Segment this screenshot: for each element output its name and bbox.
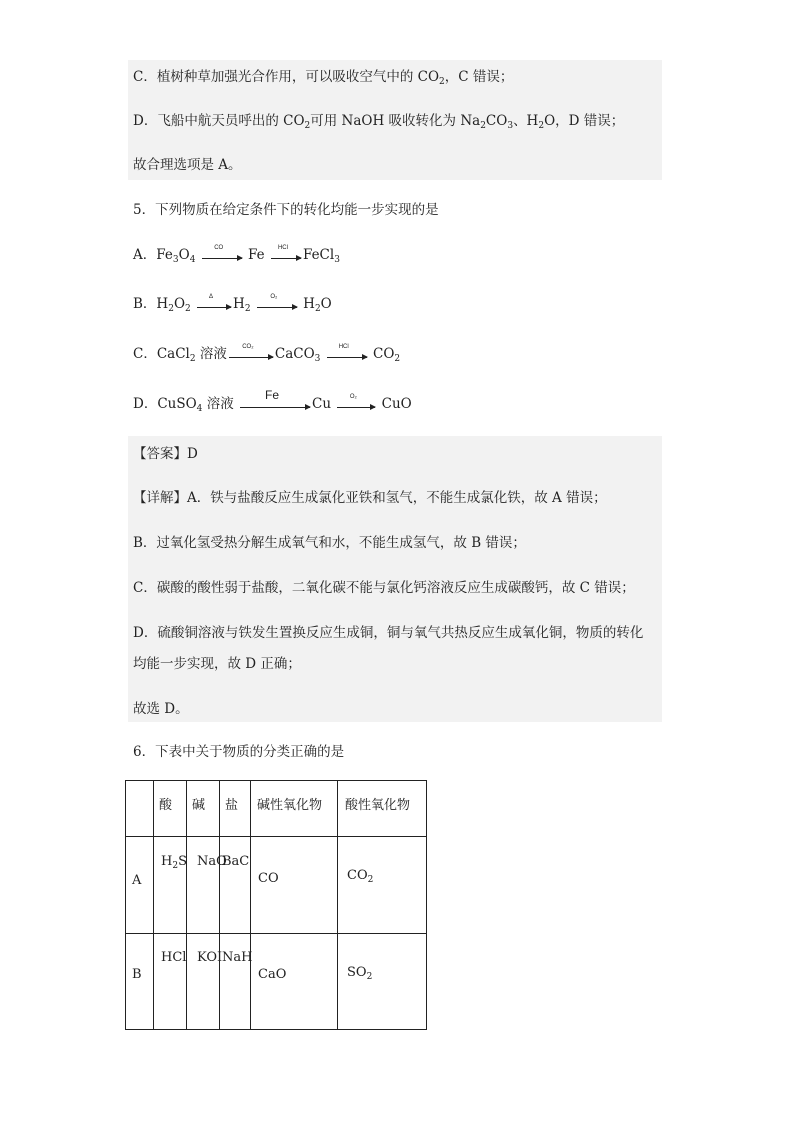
table-cell: $H_2S$ [154,837,187,934]
q5-stem: 5．下列物质在给定条件下的转化均能一步实现的是 [133,202,439,218]
table-header-cell: 酸性氧化物 [338,781,427,837]
reaction-condition: CO₂ [242,344,254,350]
reaction-condition: HCl [277,245,288,251]
table-header-cell: 碱性氧化物 [251,781,338,837]
reaction-arrow [257,294,297,308]
reaction-arrow [327,344,367,358]
table-cell: NaH [220,934,251,1030]
reaction-condition: O₂ [270,294,278,300]
table-cell: A [126,837,154,934]
prev-answer-c-line: C．植树种草加强光合作用，可以吸收空气中的 $CO_2$，C 错误； [133,69,514,87]
table-header-cell: 盐 [220,781,251,837]
q5-option-a: A．$Fe_3O_4$ CO Fe HCl FeCl$_3$ [133,245,340,265]
reaction-arrow [240,388,310,408]
prev-answer-conclusion: 故合理选项是 A。 [133,157,242,173]
reaction-condition: O₂ [349,394,357,400]
classification-table [125,780,427,1030]
reaction-arrow [271,245,301,259]
table-header-cell: 酸 [154,781,187,837]
reaction-arrow [229,344,273,358]
reaction-condition: CO [214,245,224,251]
q5-detail-d-1: D．硫酸铜溶液与铁发生置换反应生成铜，铜与氧气共热反应生成氧化铜，物质的转化 [133,625,644,641]
q5-detail-d-2: 均能一步实现，故 D 正确； [133,656,301,672]
table-cell: CO [251,837,338,934]
table-header-row [126,781,427,837]
table-cell: BaC [220,837,251,934]
table-cell: $SO_2$ [338,934,427,1030]
q5-detail-c: C．碳酸的酸性弱于盐酸，二氧化碳不能与氯化钙溶液反应生成碳酸钙，故 C 错误； [133,580,635,596]
q5-option-c: C．CaCl$_2$ 溶液 CO₂ CaCO$_3$ HCl $CO_2$ [133,344,401,364]
q6-stem: 6．下表中关于物质的分类正确的是 [133,744,345,760]
q5-option-d: D．CuSO$_4$ 溶液 Fe Cu O₂ CuO [133,388,412,414]
table-cell: CaO [251,934,338,1030]
q5-detail-a: 【详解】A．铁与盐酸反应生成氯化亚铁和氢气，不能生成氯化铁，故 A 错误； [133,490,607,506]
table-cell: HCl [154,934,187,1030]
table-cell: B [126,934,154,1030]
q5-answer: 【答案】D [133,446,198,462]
reaction-arrow [197,294,231,308]
reaction-condition: Δ [209,294,214,300]
prev-answer-d-line: D．飞船中航天员呼出的 $CO_2$可用 NaOH 吸收转化为 $Na_2CO_3$、$H_2O$，D 错误； [133,113,625,131]
table-cell: NaO [187,837,220,934]
reaction-condition: HCl [338,344,349,350]
table-header-cell [126,781,154,837]
reaction-arrow [202,245,242,259]
table-cell: KOI [187,934,220,1030]
reaction-condition: Fe [264,388,279,402]
q5-detail-b: B．过氧化氢受热分解生成氧气和水，不能生成氢气，故 B 错误； [133,535,526,551]
reaction-arrow [337,394,375,408]
table-cell: $CO_2$ [338,837,427,934]
q5-option-b: B．$H_2O_2$ Δ $H_2$ O₂ $H_2O$ [133,294,332,314]
q5-conclusion: 故选 D。 [133,701,189,717]
table-row [126,837,427,934]
table-row [126,934,427,1030]
table-header-cell: 碱 [187,781,220,837]
